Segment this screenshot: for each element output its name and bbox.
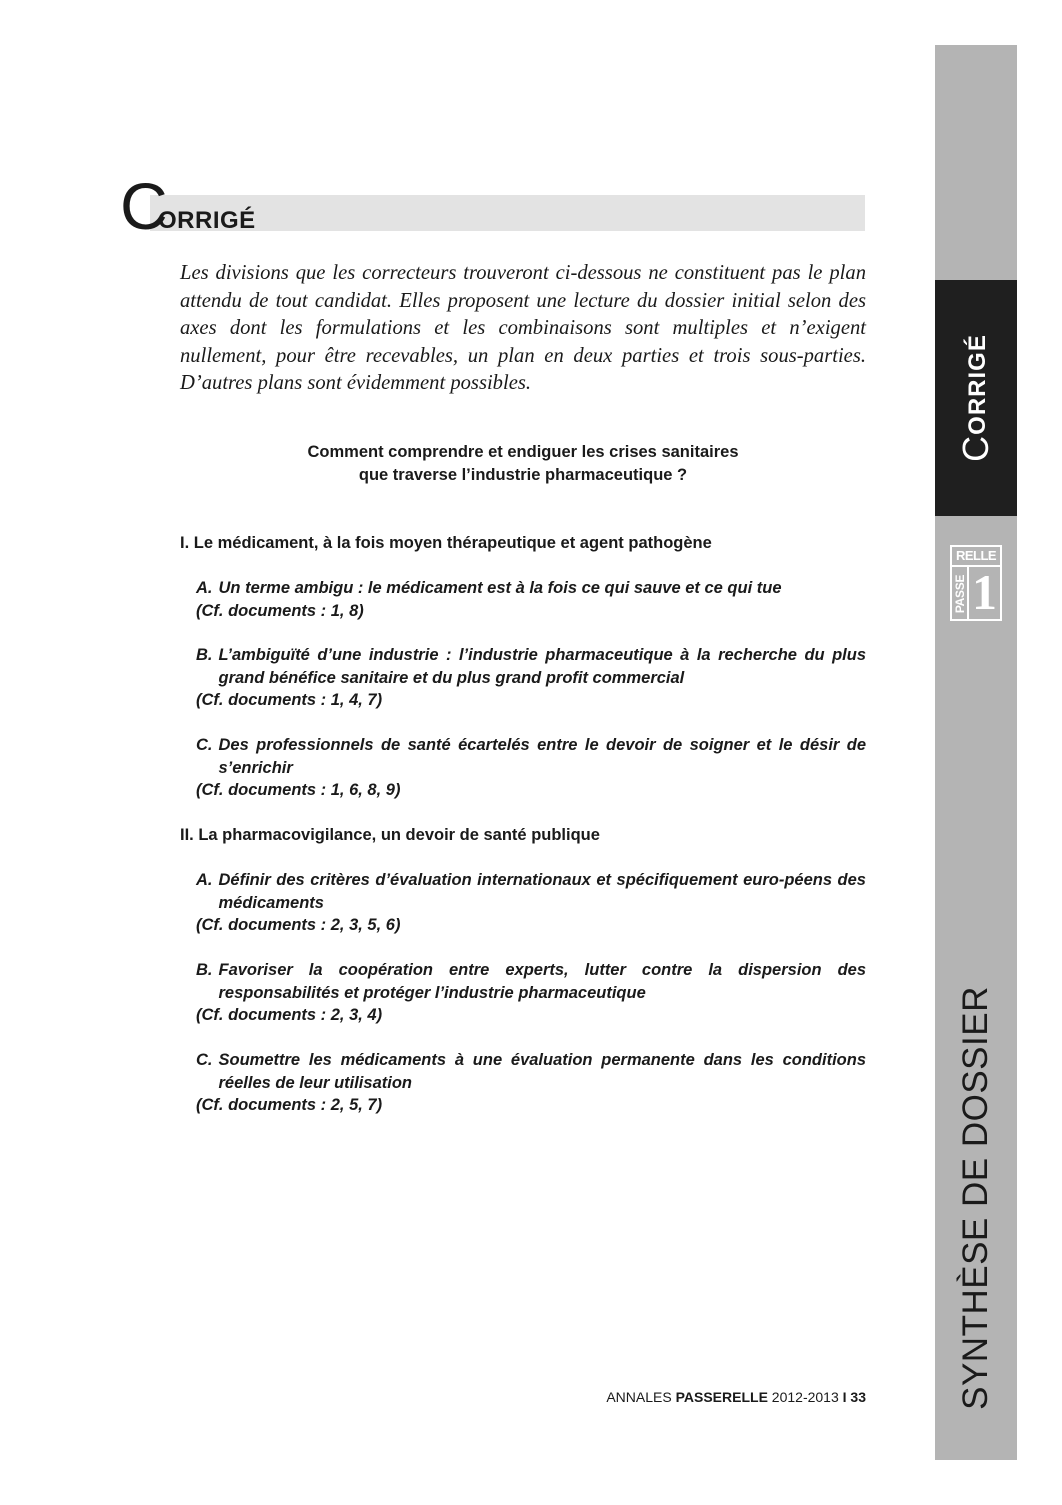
sidebar-tab-label (955, 334, 997, 462)
footer-brand: PASSERELLE (675, 1389, 768, 1405)
sub-text: Un terme ambigu : le médicament est à la fois ce qui sauve et ce qui tue (218, 579, 782, 597)
sub-references: (Cf. documents : 2, 3, 4) (196, 1006, 383, 1024)
question-line-1: Comment comprendre et endiguer les crises sanitaires (307, 443, 739, 461)
part-1-sub-b (196, 644, 866, 712)
part-1-title: I. Le médicament, à la fois moyen thérapeutique et agent pathogène (180, 534, 712, 552)
title-band (150, 195, 865, 231)
part-1-sub-c (196, 734, 866, 802)
sub-references: (Cf. documents : 2, 5, 7) (196, 1096, 383, 1114)
sub-text: Des professionnels de santé écartelés entre le devoir de soigner et le désir de s’enrichir (218, 736, 866, 777)
sub-references: (Cf. documents : 1, 6, 8, 9) (196, 781, 401, 799)
part-1-sub-a (196, 577, 866, 622)
part-2-sub-b (196, 959, 866, 1027)
logo-divider (967, 565, 969, 619)
part-2-sub-a (196, 869, 866, 937)
sub-references: (Cf. documents : 1, 4, 7) (196, 691, 383, 709)
logo-number: 1 (972, 564, 997, 620)
sub-references: (Cf. documents : 2, 3, 5, 6) (196, 916, 401, 934)
sub-letter: B. (196, 646, 213, 664)
sub-text: L’ambiguïté d’une industrie : l’industrie pharmaceutique à la recherche du plus grand bénéfice sanitaire et du plus grand profit commercial (218, 646, 866, 687)
sub-text: Définir des critères d’évaluation internationaux et spécifiquement euro-péens des médicaments (218, 871, 866, 912)
sub-letter: A. (196, 579, 213, 597)
sub-letter: A. (196, 871, 213, 889)
page-title: ORRIGÉ (158, 207, 256, 234)
part-2-sub-c (196, 1049, 866, 1117)
page-number: 33 (850, 1389, 866, 1405)
title-initial: C (120, 169, 168, 243)
logo-side-text: PASSE (953, 574, 967, 614)
part-2-title: II. La pharmacovigilance, un devoir de santé publique (180, 826, 600, 844)
logo-top-text: RELLE (952, 547, 1000, 567)
footer-prefix: ANNALES (606, 1389, 672, 1405)
sub-references: (Cf. documents : 1, 8) (196, 601, 364, 620)
intro-paragraph: Les divisions que les correcteurs trouveront ci-dessous ne constituent pas le plan attendu de tout candidat. Elles proposent une lecture du dossier initial selon des axes dont les formulations et les combinaisons sont multiples et n’exigent nullement, pour être recevables, un plan en deux parties et trois sous-parties. D’autres plans sont évidemment possibles. (180, 262, 866, 395)
passerelle-logo (950, 545, 1002, 621)
central-question (180, 441, 866, 487)
question-line-2: que traverse l’industrie pharmaceutique ? (358, 466, 688, 484)
sub-letter: C. (196, 736, 213, 754)
footer-separator: I (842, 1389, 847, 1405)
sub-letter: C. (196, 1051, 213, 1069)
sub-letter: B. (196, 961, 213, 979)
footer-years: 2012-2013 (771, 1389, 839, 1405)
sidebar-tab-initial: C (955, 434, 996, 462)
sub-text: Favoriser la coopération entre experts, lutter contre la dispersion des responsabilités et protéger l’industrie pharmaceutique (218, 961, 866, 1002)
page-footer (480, 1388, 866, 1406)
sub-text: Soumettre les médicaments à une évaluation permanente dans les conditions réelles de leur utilisation (218, 1051, 866, 1092)
sidebar-section-label: SYNTHÈSE DE DOSSIER (956, 986, 995, 1410)
sidebar-tab-rest: ORRIGÉ (964, 334, 991, 435)
